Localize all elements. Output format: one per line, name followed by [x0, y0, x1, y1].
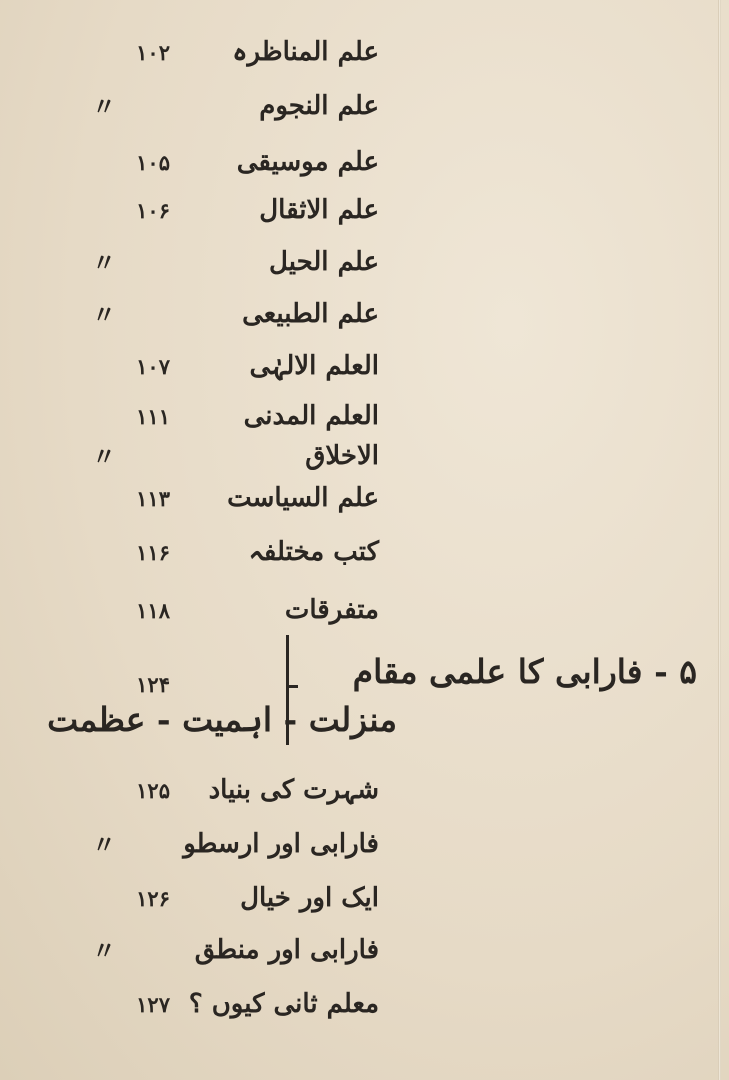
section-subheading: منزلت - اہمیت - عظمت [47, 700, 397, 739]
entry-title: علم الطبیعی [242, 299, 379, 329]
entry-title: علم النجوم [259, 91, 379, 121]
entry-title: فارابی اور منطق [194, 935, 379, 965]
entry-title: العلم الالہٰی [249, 351, 379, 381]
page-number: ۱۱۱ [136, 404, 170, 429]
page-number: ۱۱۳ [136, 486, 170, 511]
page-number: ۱۱۸ [136, 598, 170, 623]
toc-row [0, 344, 729, 396]
entry-title: فارابی اور ارسطو [183, 829, 379, 859]
entry-title: ایک اور خیال [240, 883, 379, 913]
page-number: ۱۲۶ [136, 886, 170, 911]
entry-title: معلم ثانی کیوں ؟ [188, 989, 379, 1019]
page-number: ۱۰۷ [136, 354, 170, 379]
entry-title: علم الاثقال [259, 195, 379, 225]
page-number: 〃 [92, 936, 117, 965]
toc-row [0, 588, 729, 640]
entry-title: الاخلاق [305, 441, 379, 471]
toc-row [0, 768, 729, 820]
entry-title: علم المناظرہ [232, 37, 379, 67]
page-number: 〃 [92, 442, 117, 471]
toc-row [0, 292, 729, 344]
page-number: ۱۲۵ [136, 778, 170, 803]
toc-row [0, 240, 729, 292]
entry-title: کتب مختلفہ [248, 537, 379, 567]
toc-row [0, 30, 729, 82]
page-number: 〃 [92, 300, 117, 329]
toc-row [0, 928, 729, 980]
page-number: ۱۰۵ [136, 150, 170, 175]
toc-row [0, 188, 729, 240]
page-number: ۱۱۶ [136, 540, 170, 565]
page-number: 〃 [92, 248, 117, 277]
entry-title: علم موسیقی [236, 147, 379, 177]
toc-row [0, 876, 729, 928]
page-number: 〃 [92, 830, 117, 859]
entry-title: شہرت کی بنیاد [208, 775, 379, 805]
section-page-number: ۱۲۴ [136, 672, 170, 697]
page-number: 〃 [92, 92, 117, 121]
entry-title: علم الحیل [269, 247, 379, 277]
toc-row [0, 822, 729, 874]
toc-row [0, 84, 729, 136]
page-number: ۱۰۲ [136, 40, 170, 65]
page-number: ۱۰۶ [136, 198, 170, 223]
toc-row [0, 476, 729, 528]
entry-title: العلم المدنی [243, 401, 379, 431]
entry-title: علم السیاست [227, 483, 379, 513]
toc-row [0, 140, 729, 192]
toc-row [0, 530, 729, 582]
toc-row [0, 982, 729, 1034]
section-heading: ۵ - فارابی کا علمی مقام [352, 652, 697, 691]
page-number: ۱۲۷ [136, 992, 170, 1017]
entry-title: متفرقات [284, 595, 379, 625]
